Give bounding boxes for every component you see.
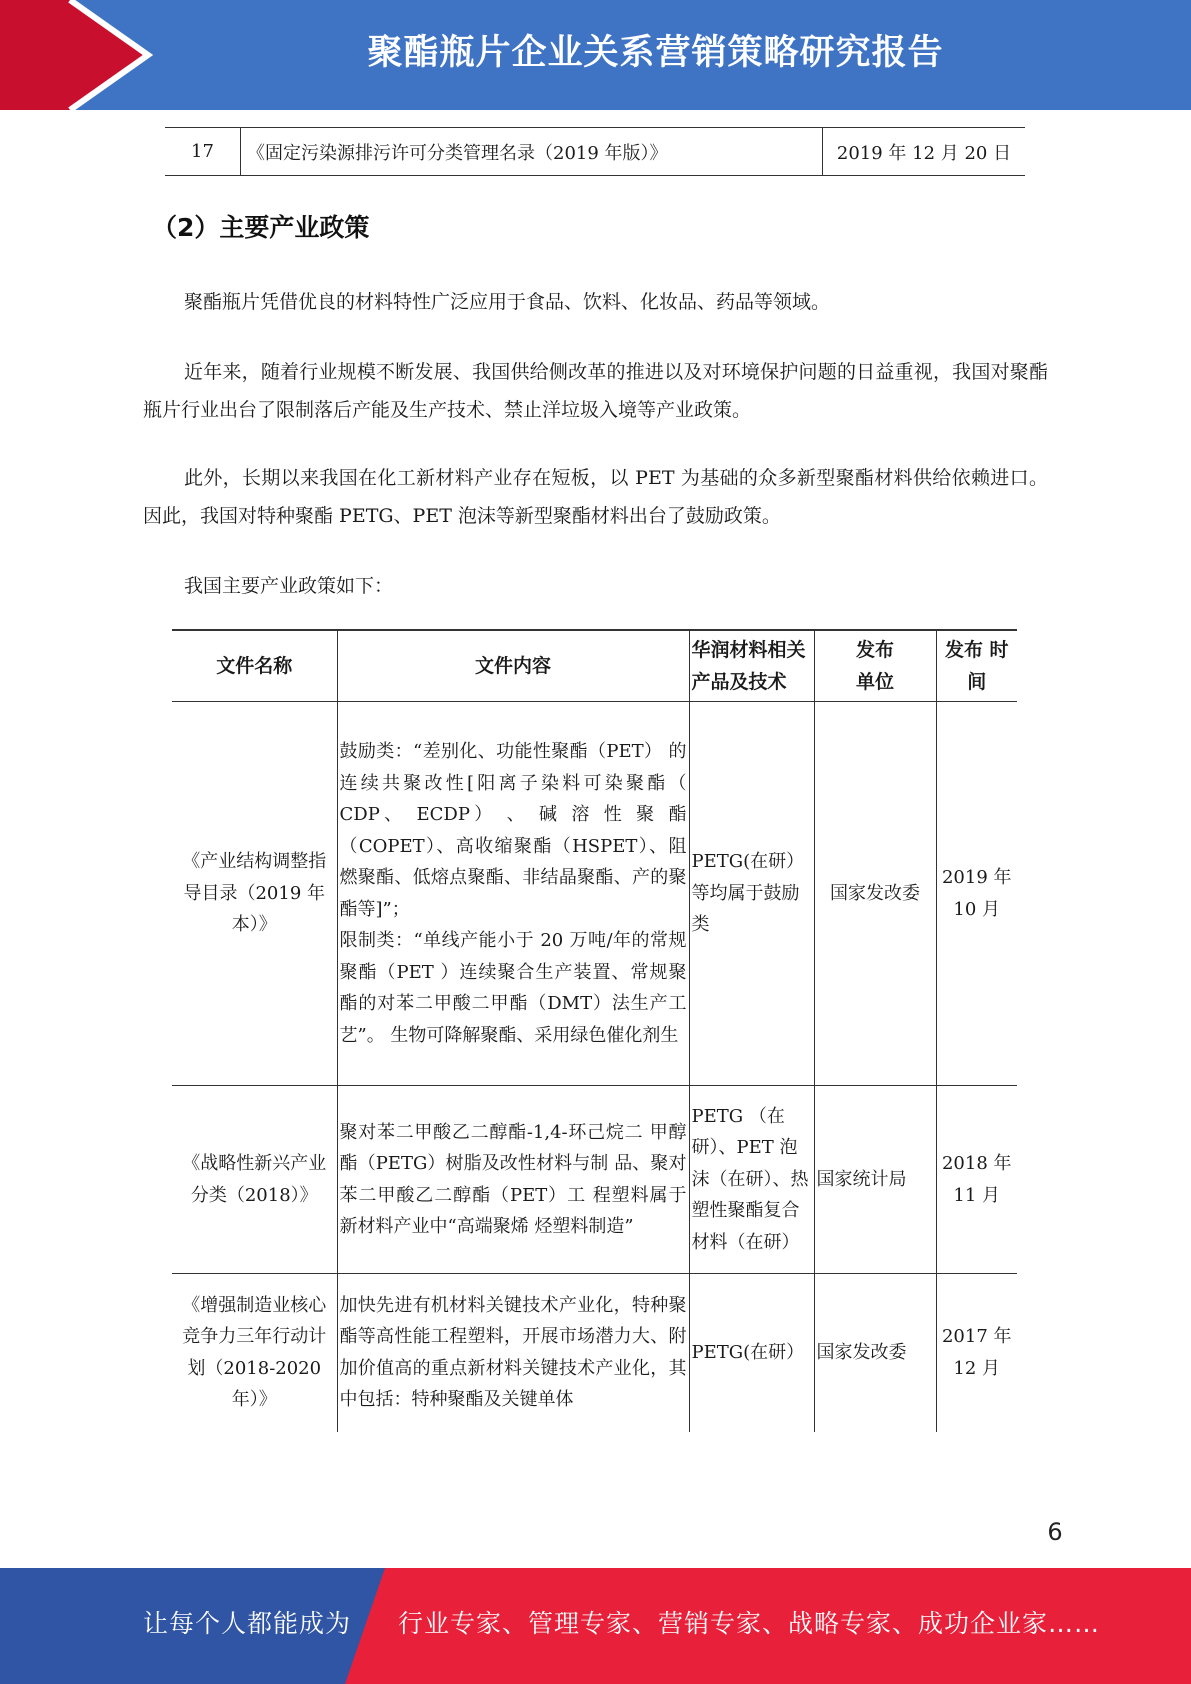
column-header-time: 发布 时 间 [936,630,1017,702]
page-footer [0,1568,1191,1684]
footer-slogan-right: 行业专家、管理专家、营销专家、战略专家、成功企业家…… [398,1609,1101,1638]
column-header-content: 文件内容 [337,630,689,702]
column-header-product: 华润材料相关 产品及技术 [689,630,814,702]
cell-doc-name: 《产业结构调整指导目录（2019 年本）》 [172,702,337,1086]
cell-issue-date: 2017 年 12 月 [936,1274,1017,1432]
continued-table-row [165,127,1025,176]
cell-doc-content: 聚对苯二甲酸乙二醇酯-1,4-环己烷二 甲醇酯（PETG）树脂及改性材料与制 品、聚对苯二甲酸乙二醇酯（PET）工 程塑料属于新材料产业中“高端聚烯 烃塑料制造” [337,1086,689,1274]
section-title: （2）主要产业政策 [152,213,370,242]
table-row [172,1086,1017,1274]
table-row [172,702,1017,1086]
header-red-arrow [0,0,148,110]
paragraph-2: 近年来，随着行业规模不断发展、我国供给侧改革的推进以及对环境保护问题的日益重视，我国对聚酯瓶片行业出台了限制落后产能及生产技术、禁止洋垃圾入境等产业政策。 [143,361,1048,421]
cell-doc-content: 加快先进有机材料关键技术产业化，特种聚酯等高性能工程塑料，开展市场潜力大、附加价值高的重点新材料关键技术产业化，其中包括：特种聚酯及关键单体 [337,1274,689,1432]
page-number: 6 [1047,1518,1063,1546]
cell-issuer: 国家统计局 [814,1086,936,1274]
cell-related-product: PETG(在研） [689,1274,814,1432]
cell-issuer: 国家发改委 [814,702,936,1086]
cell-related-product: PETG(在研）等均属于鼓励类 [689,702,814,1086]
cell-related-product: PETG （在研）、PET 泡沫（在研）、热塑性聚酯复合材料（在研） [689,1086,814,1274]
paragraph-1: 聚酯瓶片凭借优良的材料特性广泛应用于食品、饮料、化妆品、药品等领域。 [184,291,831,313]
paragraph-3: 此外，长期以来我国在化工新材料产业存在短板，以 PET 为基础的众多新型聚酯材料供给依赖进口。因此，我国对特种聚酯 PETG、PET 泡沫等新型聚酯材料出台了鼓励政策。 [143,467,1048,527]
table-header-row [172,630,1017,702]
column-header-name: 文件名称 [172,630,337,702]
cell-issuer: 国家发改委 [814,1274,936,1432]
cell-issue-date: 2018 年 11 月 [936,1086,1017,1274]
paragraph-4: 我国主要产业政策如下： [184,575,394,597]
row-document: 《固定污染源排污许可分类管理名录（2019 年版）》 [241,128,823,175]
cell-doc-name: 《战略性新兴产业分类（2018）》 [172,1086,337,1274]
row-date: 2019 年 12 月 20 日 [836,142,1012,164]
report-title: 聚酯瓶片企业关系营销策略研究报告 [367,33,944,73]
row-index: 17 [165,128,241,175]
policy-table [172,629,1017,1432]
cell-doc-content: 鼓励类：“差别化、功能性聚酯（PET） 的连续共聚改性[阳离子染料可染聚酯（ CDP、 ECDP） 、 碱 溶 性 聚 酯 （COPET）、高收缩聚酯（HSPET）、阻燃聚酯、低熔点聚酯、非结晶聚酯、产的聚酯等]”； 限制类：“单线产能小于 20 万吨/年的常规聚酯（PET ）连续聚合生产装置、常规聚酯的对苯二甲酸二甲酯（DMT）法生产工艺”。 生物可降解聚酯、采用绿色催化剂生 [337,702,689,1086]
footer-slogan-left: 让每个人都能成为 [143,1609,352,1638]
column-header-unit: 发布 单位 [814,630,936,702]
cell-doc-name: 《增强制造业核心竞争力三年行动计划（2018-2020 年）》 [172,1274,337,1432]
cell-issue-date: 2019 年 10 月 [936,702,1017,1086]
table-row [172,1274,1017,1432]
page-header [0,0,1191,110]
